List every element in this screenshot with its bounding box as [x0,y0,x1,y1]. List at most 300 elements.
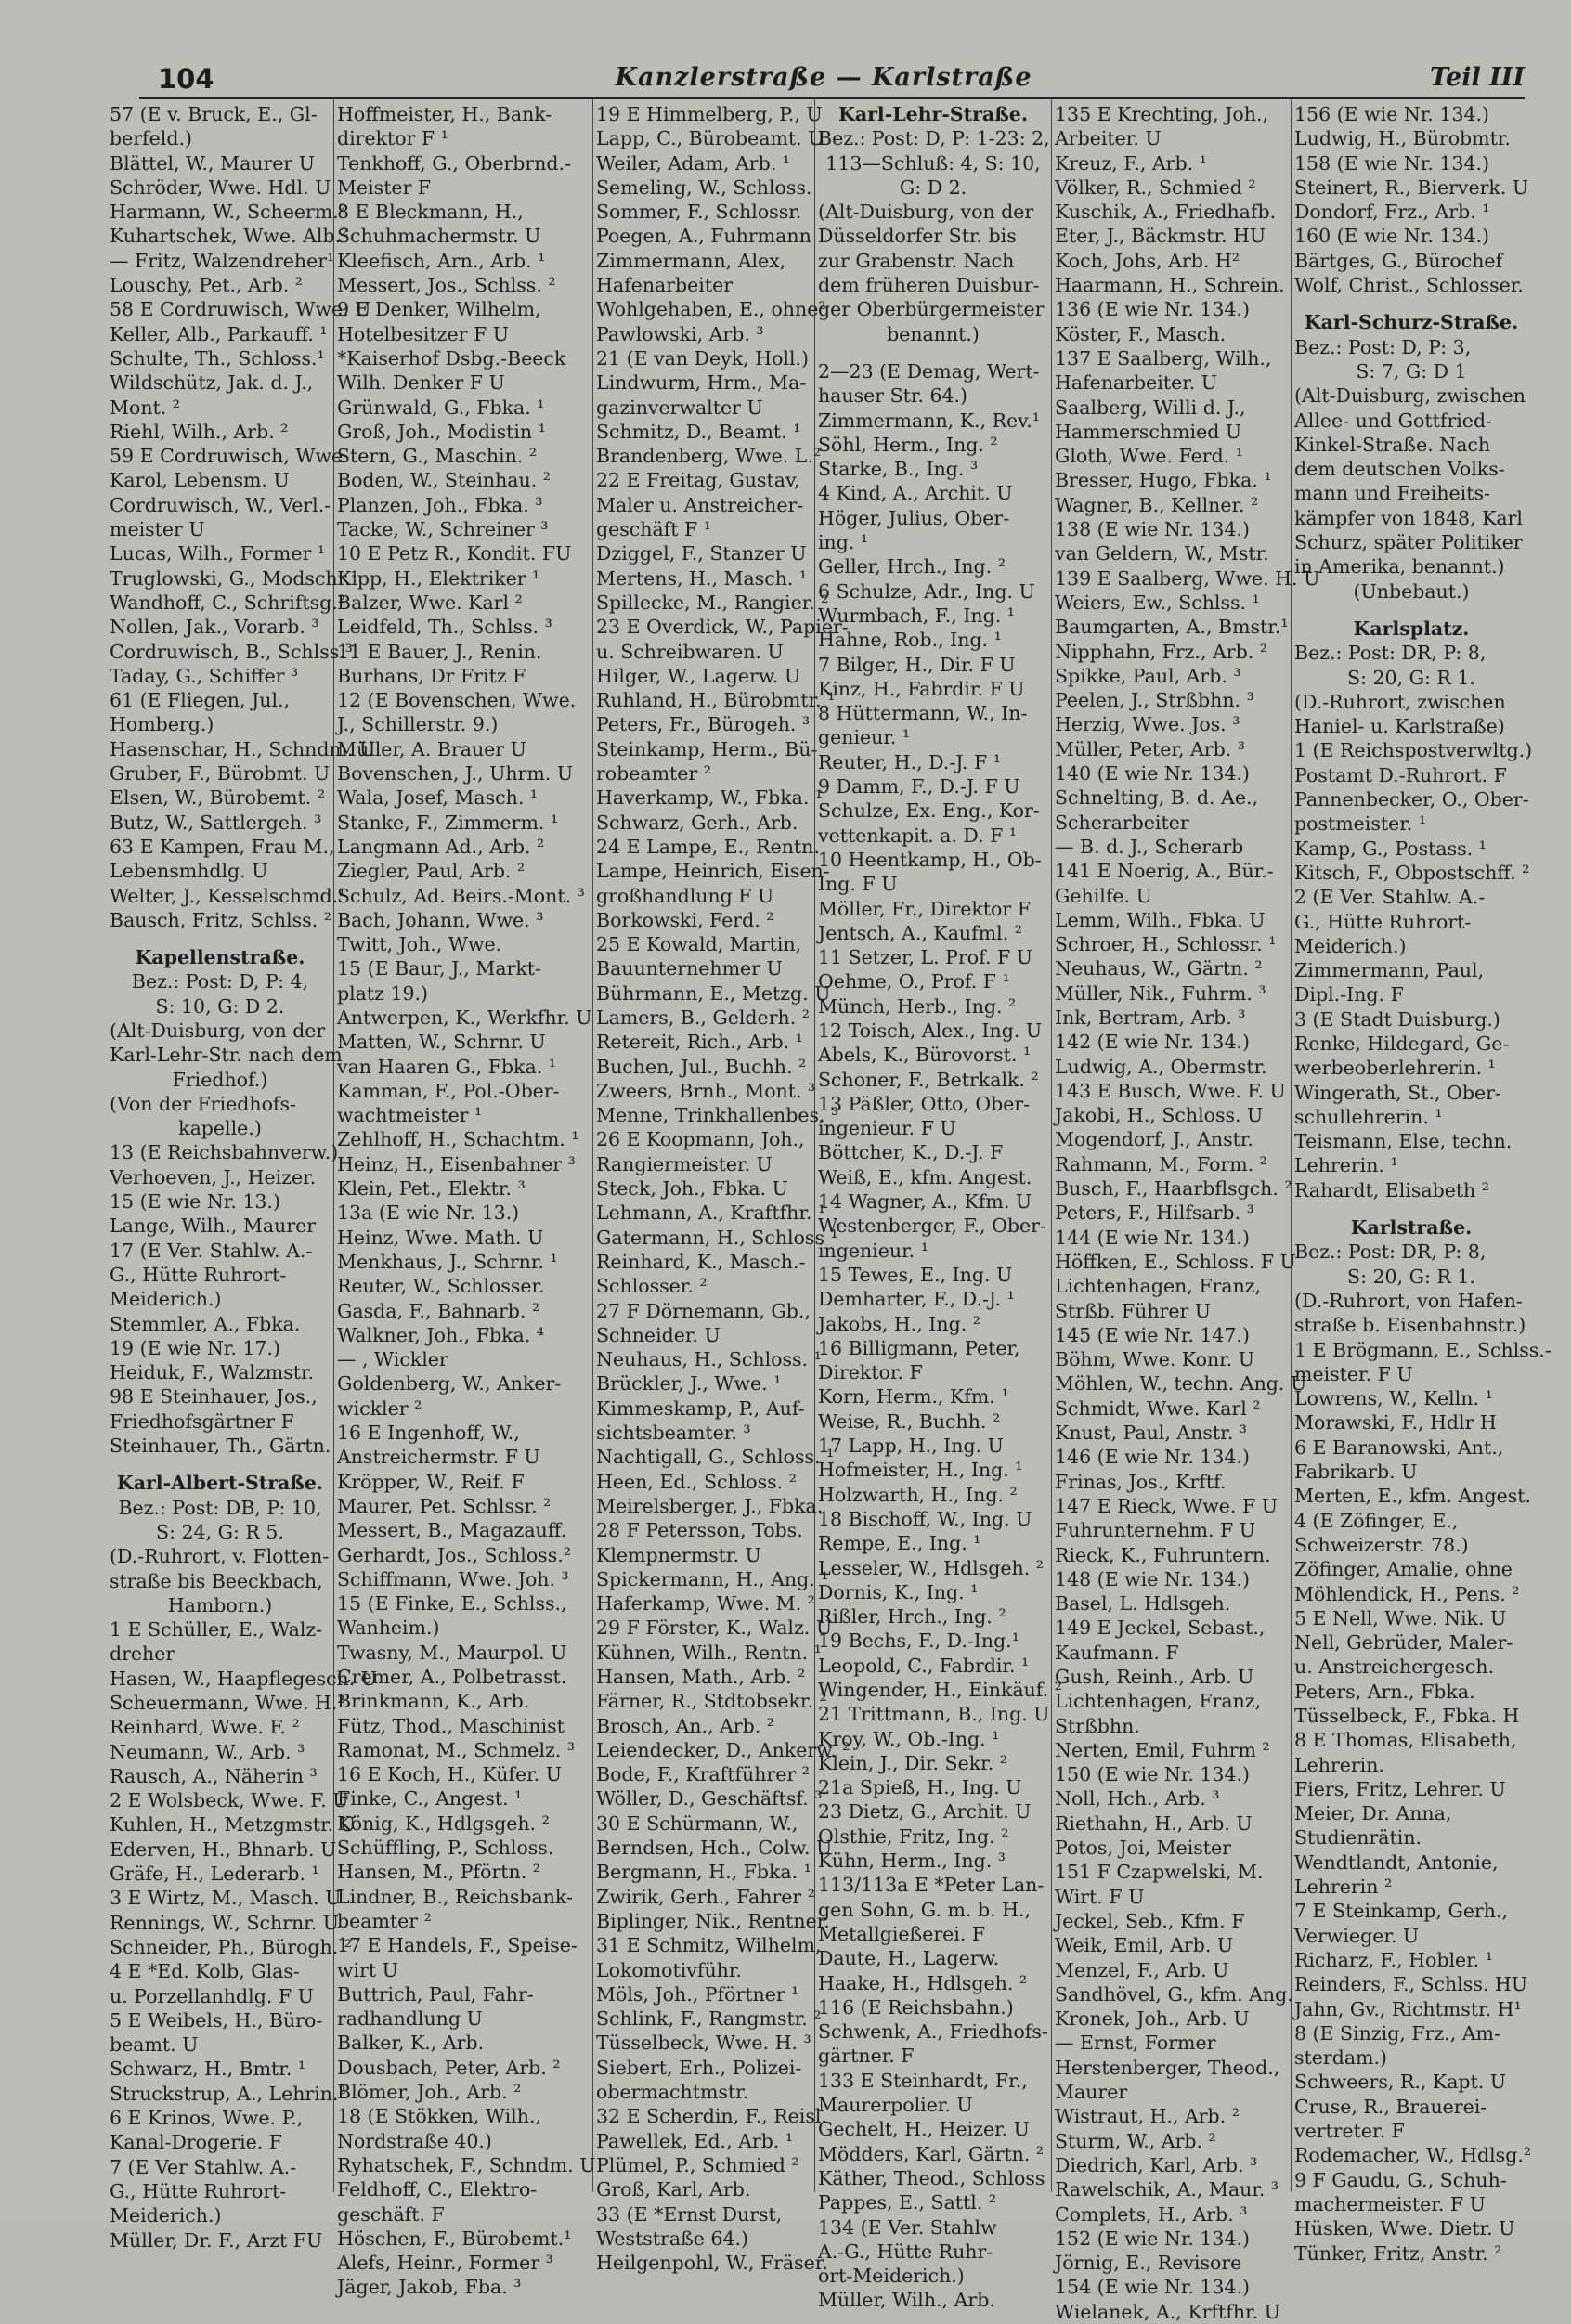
directory-entry: 9 F Gaudu, G., Schuh- [1294,2168,1507,2191]
directory-entry: Messert, Jos., Schlss. ² [337,274,556,297]
directory-entry: in Amerika, benannt.) [1294,555,1505,578]
directory-entry: Heiduk, F., Walzmstr. [110,1361,315,1384]
directory-entry: Blömer, Joh., Arb. ² [337,2081,522,2104]
directory-entry: Jakobi, H., Schloss. U [1055,1104,1264,1127]
directory-entry: Nachtigall, G., Schloss. ¹ [596,1446,835,1469]
directory-entry: Lesseler, W., Hdlsgeh. ² [818,1556,1045,1579]
street-heading: Karlsplatz. [1353,617,1470,640]
directory-entry: Arbeiter. U [1055,127,1162,150]
directory-entry: Bez.: Post: D, P: 4, [131,970,309,993]
directory-entry: Jahn, Gv., Richtmstr. H¹ [1294,1997,1522,2020]
directory-entry: Bergmann, H., Fbka. ¹ [596,1861,811,1884]
directory-entry: 59 E Cordruwisch, Wwe [110,445,344,468]
directory-entry: Strßb. Führer U [1055,1299,1212,1322]
directory-entry: Hotelbesitzer F U [337,322,509,345]
directory-entry: (Alt-Duisburg, von der [110,1019,326,1042]
directory-entry: 8 E Thomas, Elisabeth, [1294,1729,1517,1752]
directory-entry: Hansen, Math., Arb. ² [596,1666,806,1688]
directory-entry: Möls, Joh., Pförtner ¹ [596,1982,799,2006]
directory-entry: Cordruwisch, W., Verl.- [110,493,331,516]
directory-entry: Spickermann, H., Ang. ¹ [596,1567,829,1590]
directory-entry: Peters, Arn., Fbka. [1294,1680,1475,1703]
directory-entry: Müller, Wilh., Arb. [818,2289,995,2312]
directory-entry: 3 E Wirtz, M., Masch. U [110,1887,342,1910]
directory-entry: Lamers, B., Gelderh. ² [596,1006,810,1029]
directory-entry: Färner, R., Stdtobsekr. ² [596,1690,827,1713]
directory-entry: Daute, H., Lagerw. [818,1947,1000,1970]
directory-entry: Mödders, Karl, Gärtn. ² [818,2142,1045,2165]
directory-entry: Neumann, W., Arb. ³ [110,1740,305,1763]
directory-entry: 61 (E Fliegen, Jul., [110,689,291,712]
directory-entry: 113/113a E *Peter Lan- [818,1874,1045,1897]
directory-entry: Schurz, später Politiker [1294,531,1523,554]
directory-entry: 2—23 (E Demag, Wert- [818,359,1040,383]
directory-entry: Kuhlen, H., Metzgmstr. U [110,1813,356,1837]
directory-entry: Nell, Gebrüder, Maler- [1294,1631,1513,1655]
directory-entry: Friedhofsgärtner F [110,1409,294,1433]
directory-entry: Baumgarten, A., Bmstr.¹ [1055,616,1289,639]
directory-entry: 144 (E wie Nr. 134.) [1055,1226,1251,1249]
directory-entry: 8 E Bleckmann, H., [337,201,524,224]
directory-entry: 148 (E wie Nr. 134.) [1055,1567,1251,1590]
directory-entry: Harmann, W., Scheerm.² [110,201,346,224]
directory-entry: Hafenarbeiter [596,274,734,297]
directory-entry: Schneider, Ph., Bürogh. ² [110,1935,352,1958]
directory-entry: Weiß, E., kfm. Angest. [818,1165,1032,1188]
directory-entry: Meiderich.) [110,2204,222,2227]
directory-entry: 150 (E wie Nr. 134.) [1055,1763,1251,1786]
directory-entry: Merten, E., kfm. Angest. [1294,1485,1532,1508]
directory-entry: Schweizerstr. 78.) [1294,1533,1469,1556]
directory-entry: Weik, Emil, Arb. U [1055,1934,1234,1957]
directory-entry: Kröpper, W., Reif. F [337,1470,525,1493]
directory-entry: ingenieur. F U [818,1117,956,1140]
directory-entry: 147 E Rieck, Wwe. F U [1055,1494,1278,1517]
directory-entry: Verhoeven, J., Heizer. [110,1165,317,1188]
directory-entry: Höger, Julius, Ober- [818,506,1010,529]
directory-entry: Klein, Pet., Elektr. ³ [337,1177,526,1201]
directory-entry: Reuter, H., D.-J. F ¹ [818,750,1001,773]
directory-entry: 16 E Koch, H., Küfer. U [337,1763,562,1786]
directory-entry: Cremer, A., Polbetrasst. [337,1666,567,1688]
directory-entry: Busch, F., Haarbflsgch. ² [1055,1177,1292,1201]
directory-entry: — Ernst, Former [1055,2032,1216,2055]
directory-entry: Nordstraße 40.) [337,2129,492,2152]
directory-entry: Tenkhoff, G., Oberbrnd.- [337,151,571,175]
directory-entry: Bauunternehmer U [596,957,783,980]
directory-entry: sterdam.) [1294,2046,1387,2070]
directory-entry: Wingender, H., Einkäuf. ² [818,1679,1062,1701]
directory-entry: Düsseldorfer Str. bis [818,225,1017,248]
directory-entry: meister. F U [1294,1362,1413,1385]
directory-entry: schullehrerin. ¹ [1294,1105,1443,1128]
directory-entry: Wendtlandt, Antonie, [1294,1850,1499,1874]
directory-entry: Leidfeld, Th., Schlss. ³ [337,616,552,639]
directory-entry: Gush, Reinh., Arb. U [1055,1666,1254,1688]
directory-entry: Peters, Fr., Bürogeh. ³ [596,713,811,736]
directory-entry: Zimmermann, Alex, [596,249,786,272]
directory-entry: 29 F Förster, K., Walz. U [596,1616,833,1640]
directory-column-2 [337,102,596,2299]
directory-entry: 136 (E wie Nr. 134.) [1055,298,1251,321]
directory-entry: Dondorf, Frz., Arb. ¹ [1294,201,1490,224]
directory-entry: Müller, Dr. F., Arzt FU [110,2228,323,2252]
directory-entry: *Kaiserhof Dsbg.-Beeck [337,346,566,370]
directory-entry: Nollen, Jak., Vorarb. ³ [110,616,319,639]
street-heading: Kapellenstraße. [135,946,305,969]
directory-entry: Brandenberg, Wwe. L.² [596,445,822,468]
directory-entry: Sandhövel, G., kfm. Ang. [1055,1982,1293,2006]
directory-entry: Dornis, K., Ing. ¹ [818,1580,979,1603]
directory-entry: Wielanek, A., Krftfhr. U [1055,2300,1280,2323]
directory-entry: Hasen, W., Haapflegesch. U [110,1667,378,1690]
directory-entry: J., Schillerstr. 9.) [337,713,499,736]
directory-entry: Völker, R., Schmied ² [1055,175,1256,199]
directory-entry: Verwieger. U [1294,1924,1420,1947]
directory-entry: Schlink, F., Rangmstr. ² [596,2007,822,2031]
directory-entry: S: 24, G: R 5. [156,1520,284,1543]
directory-entry: Poegen, A., Fuhrmann [596,225,811,248]
directory-entry: 16 Billigmann, Peter, [818,1336,1020,1359]
directory-entry: Maurer, Pet. Schlssr. ² [337,1494,552,1517]
street-heading: Karl-Lehr-Straße. [838,103,1028,125]
directory-entry: G., Hütte Ruhrort- [110,1263,287,1286]
column-divider [814,98,815,2192]
directory-entry: Jörnig, E., Revisore [1055,2252,1242,2275]
directory-entry: (Unbebaut.) [1353,579,1470,603]
directory-entry: Reuter, W., Schlosser. [337,1275,545,1298]
directory-entry: Holzwarth, H., Ing. ² [818,1483,1018,1506]
directory-entry: 143 E Busch, Wwe. F. U [1055,1079,1286,1102]
directory-entry: Morawski, F., Hdlr H [1294,1411,1497,1435]
directory-entry: Goldenberg, W., Anker- [337,1372,562,1396]
directory-entry: Wingerath, St., Ober- [1294,1081,1501,1104]
directory-entry: Kuhartschek, Wwe. Alb.² [110,225,349,248]
directory-entry: Bärtges, G., Bürochef [1294,249,1503,272]
directory-entry: (D.-Ruhrort, von Hafen- [1294,1289,1523,1312]
column-divider [1051,98,1052,2192]
directory-entry: beamt. U [110,2033,199,2057]
directory-entry: Heinz, H., Eisenbahner ³ [337,1152,576,1175]
directory-entry: Bausch, Fritz, Schlss. ² [110,908,331,931]
directory-entry: Rahmann, M., Form. ² [1055,1152,1267,1175]
directory-entry: 149 E Jeckel, Sebast., [1055,1616,1266,1640]
directory-entry: 21a Spieß, H., Ing. U [818,1776,1022,1799]
directory-entry: Lehrerin. [1294,1753,1384,1776]
part-label: Teil III [1430,63,1525,92]
directory-entry: 156 (E wie Nr. 134.) [1294,103,1490,125]
directory-entry: obermachtmstr. [596,2081,749,2104]
directory-entry: Dipl.-Ing. F [1294,983,1404,1006]
directory-entry: 57 (E v. Bruck, E., Gl- [110,103,318,125]
directory-entry: Gloth, Wwe. Ferd. ¹ [1055,445,1243,468]
directory-entry: Geller, Hrch., Ing. ² [818,555,1006,578]
directory-entry: 141 E Noerig, A., Bür.- [1055,860,1274,883]
directory-entry: Tüsselbeck, F., Fbka. H [1294,1705,1520,1727]
directory-entry: Buchen, Jul., Buchh. ² [596,1055,807,1078]
directory-entry: 19 E Himmelberg, P., U [596,103,823,125]
directory-entry: Allee- und Gottfried- [1294,409,1492,432]
directory-entry: Herstenberger, Theod., [1055,2056,1280,2079]
directory-entry: Lindwurm, Hrm., Ma- [596,371,807,395]
directory-entry: Wistraut, H., Arb. ² [1055,2105,1240,2128]
section-gap [110,1458,331,1471]
directory-entry: Weise, R., Buchh. ² [818,1409,1001,1433]
directory-entry: G., Hütte Ruhrort- [1294,910,1472,933]
directory-entry: 21 Trittmann, B., Ing. U [818,1703,1050,1726]
directory-entry: Fabrikarb. U [1294,1461,1418,1484]
directory-entry: Reinhard, K., Masch.- [596,1250,806,1273]
directory-entry: Nerten, Emil, Fuhrm ² [1055,1738,1270,1761]
directory-entry: Blättel, W., Maurer U [110,151,316,175]
directory-entry: Direktor. F [818,1361,923,1384]
directory-entry: Bresser, Hugo, Fbka. ¹ [1055,469,1272,492]
directory-entry: Retereit, Rich., Arb. ¹ [596,1031,803,1054]
section-gap [818,346,1048,359]
directory-entry: Lapp, C., Bürobeamt. U [596,127,824,150]
directory-entry: 33 (E *Ernst Durst, [596,2202,783,2226]
directory-entry: postmeister. ¹ [1294,812,1427,836]
directory-entry: Kreuz, F., Arb. ¹ [1055,151,1207,175]
directory-entry: Hafenarbeiter. U [1055,371,1218,395]
directory-entry: Jeckel, Seb., Kfm. F [1055,1909,1245,1932]
directory-entry: Groß, Karl, Arb. [596,2178,751,2201]
street-heading: Karl-Schurz-Straße. [1304,311,1519,334]
directory-entry: Wala, Josef, Masch. ¹ [337,786,539,810]
directory-entry: Westenberger, F., Ober- [818,1214,1046,1238]
directory-entry: König, K., Hdlgsgeh. ² [337,1811,550,1835]
directory-entry: Sommer, F., Schlossr. [596,201,802,224]
directory-entry: Wohlgehaben, E., ohne² [596,298,826,321]
directory-entry: Möhlendick, H., Pens. ² [1294,1582,1520,1605]
directory-entry: Kitsch, F., Obpostschff. ² [1294,861,1530,884]
directory-entry: gärtner. F [818,2045,915,2068]
directory-entry: Herzig, Wwe. Jos. ³ [1055,713,1240,736]
directory-entry: 26 E Koopmann, Joh., [596,1128,805,1151]
directory-entry: Lehmann, A., Kraftfhr. ¹ [596,1201,826,1225]
directory-entry: Weiler, Adam, Arb. ¹ [596,151,790,175]
directory-entry: 6 E Krinos, Wwe. P., [110,2107,304,2130]
directory-entry: 63 E Kampen, Frau M., [110,835,335,858]
directory-entry: Neuhaus, W., Gärtn. ² [1055,957,1263,980]
directory-entry: 12 (E Bovenschen, Wwe. [337,689,577,712]
directory-entry: Jakobs, H., Ing. ² [818,1312,980,1335]
directory-entry: Haferkamp, Wwe. M. ² [596,1592,815,1616]
directory-entry: 17 E Handels, F., Speise- [337,1934,578,1957]
street-heading: Karlstraße. [1350,1216,1473,1240]
directory-entry: S: 20, G: R 1. [1347,666,1475,689]
directory-entry: 145 (E wie Nr. 147.) [1055,1323,1251,1346]
directory-entry: Spikke, Paul, Arb. ³ [1055,664,1241,687]
directory-entry: Buttrich, Paul, Fahr- [337,1982,534,2006]
directory-entry: 2 E Wolsbeck, Wwe. F. U [110,1789,349,1812]
directory-entry: Kleefisch, Arn., Arb. ¹ [337,249,546,272]
directory-entry: Mertens, H., Masch. ¹ [596,566,808,590]
directory-entry: Schmitz, D., Beamt. ¹ [596,420,801,443]
directory-entry: Twasny, M., Maurpol. U [337,1641,567,1664]
directory-entry: Scherarbeiter [1055,811,1189,834]
directory-entry: ing. ¹ [818,531,869,554]
directory-entry: Riehl, Wilh., Arb. ² [110,420,289,443]
directory-entry: Rahardt, Elisabeth ² [1294,1178,1489,1201]
directory-entry: Brosch, An., Arb. ² [596,1714,774,1737]
directory-entry: Weiers, Ew., Schlss. ¹ [1055,591,1260,614]
directory-entry: mann und Freiheits- [1294,482,1490,505]
directory-entry: Schüffling, P., Schloss. [337,1837,554,1860]
directory-entry: Abels, K., Bürovorst. ¹ [818,1044,1032,1067]
directory-entry: Tünker, Fritz, Anstr. ² [1294,2241,1502,2265]
directory-entry: 18 Bischoff, W., Ing. U [818,1507,1032,1530]
directory-entry: Koch, Johs, Arb. H² [1055,249,1240,272]
directory-entry: 25 E Kowald, Martin, [596,933,802,956]
directory-entry: 142 (E wie Nr. 134.) [1055,1031,1251,1054]
directory-entry: Schnelting, B. d. Ae., [1055,786,1258,810]
directory-entry: Gasda, F., Bahnarb. ² [337,1299,540,1322]
directory-entry: Menzel, F., Arb. U [1055,1958,1229,1981]
directory-entry: Kipp, H., Elektriker ¹ [337,566,540,590]
directory-entry: 5 E Weibels, H., Büro- [110,2008,323,2032]
directory-entry: Böhm, Wwe. Konr. U [1055,1348,1255,1371]
directory-entry: Rangiermeister. U [596,1152,773,1175]
directory-entry: Riethahn, H., Arb. U [1055,1811,1253,1835]
directory-entry: straße b. Eisenbahnstr.) [1294,1314,1526,1337]
directory-entry: kapelle.) [178,1117,262,1140]
directory-entry: Oehme, O., Prof. F ¹ [818,970,1010,993]
directory-entry: Truglowski, G., Modschr.¹ [110,566,358,590]
directory-entry: 30 E Schürmann, W., [596,1811,798,1835]
directory-entry: Wanheim.) [337,1616,440,1640]
directory-entry: Söhl, Herm., Ing. ² [818,433,998,456]
directory-entry: van Haaren G., Fbka. ¹ [337,1055,556,1078]
directory-entry: Burhans, Dr Fritz F [337,664,526,687]
directory-entry: Kronek, Joh., Arb. U [1055,2007,1250,2031]
directory-entry: 7 E Steinkamp, Gerh., [1294,1900,1508,1923]
directory-entry: Keller, Alb., Parkauff. ¹ [110,322,328,345]
directory-entry: Schulte, Th., Schloss.¹ [110,346,325,370]
directory-entry: Hilger, W., Lagerw. U [596,664,801,687]
directory-entry: Cordruwisch, B., Schlss.³ [110,640,353,663]
directory-entry: Karol, Lebensm. U [110,469,290,492]
directory-entry: Hahne, Rob., Ing. ¹ [818,629,1002,652]
directory-entry: A.-G., Hütte Ruhr- [818,2240,993,2263]
directory-entry: Gräfe, H., Lederarb. ¹ [110,1863,319,1886]
directory-entry: Lehrerin ² [1294,1876,1393,1899]
directory-entry: 160 (E wie Nr. 134.) [1294,225,1490,248]
directory-entry: Schröder, Wwe. Hdl. U [110,175,331,199]
directory-entry: zur Grabenstr. Nach [818,249,1015,272]
directory-entry: benannt.) [887,322,980,345]
directory-entry: Richarz, F., Hobler. ¹ [1294,1948,1493,1971]
directory-entry: 1 E Brögmann, E., Schlss.- [1294,1338,1552,1361]
directory-entry: Bez.: Post: DB, P: 10, [118,1496,322,1519]
directory-entry: Potos, Joi, Meister [1055,1837,1231,1860]
directory-entry: u. Schreibwaren. U [596,640,784,663]
directory-entry: 8 (E Sinzig, Frz., Am- [1294,2021,1500,2045]
directory-entry: meister U [110,518,205,541]
directory-entry: Schweers, R., Kapt. U [1294,2071,1507,2094]
directory-entry: Wandhoff, C., Schriftsg.² [110,591,346,614]
directory-entry: Fütz, Thod., Maschinist [337,1714,565,1737]
directory-entry: Rausch, A., Näherin ³ [110,1764,318,1787]
directory-entry: Bez.: Post: DR, P: 8, [1294,1240,1487,1264]
directory-entry: Rieck, K., Fuhruntern. [1055,1543,1271,1566]
directory-entry: 7 (E Ver Stahlw. A.- [110,2155,297,2178]
directory-entry: Hoffmeister, H., Bank- [337,103,552,125]
directory-entry: (Alt-Duisburg, von der [818,201,1034,224]
directory-entry: Biplinger, Nik., Rentner. [596,1909,830,1932]
directory-entry: Scheuermann, Wwe. H.² [110,1692,345,1714]
directory-entry: Zwirik, Gerh., Fahrer ² [596,1885,815,1908]
directory-entry: Walkner, Joh., Fbka. ⁴ [337,1323,544,1346]
directory-entry: Twitt, Joh., Wwe. [337,933,502,956]
directory-entry: Semeling, W., Schloss. [596,175,812,199]
directory-entry: Grünwald, G., Fbka. ¹ [337,396,545,419]
directory-entry: Schmidt, Wwe. Karl ² [1055,1396,1261,1420]
directory-entry: 15 (E Baur, J., Markt- [337,957,541,980]
directory-entry: Steinert, R., Bierverk. U [1294,175,1529,199]
directory-entry: Mont. ² [110,396,181,419]
directory-entry: Rennings, W., Schrnr. U [110,1911,340,1934]
directory-entry: Groß, Joh., Modistin ¹ [337,420,546,443]
directory-entry: Gechelt, H., Heizer. U [818,2118,1030,2141]
directory-entry: 23 Dietz, G., Archit. U [818,1800,1032,1824]
directory-entry: Olsthie, Fritz, Ing. ² [818,1824,1009,1848]
directory-entry: Finke, C., Angest. ¹ [337,1787,523,1811]
directory-entry: (Alt-Duisburg, zwischen [1294,384,1526,408]
directory-entry: Meiderich.) [1294,934,1407,957]
directory-entry: Kühnen, Wilh., Rentn. ¹ [596,1641,822,1664]
directory-entry: Rodemacher, W., Hdlsg.² [1294,2144,1532,2167]
directory-entry: Gerhardt, Jos., Schloss.² [337,1543,571,1566]
directory-entry: Berndsen, Hch., Colw. U [596,1837,833,1860]
directory-entry: Borkowski, Ferd. ² [596,908,774,931]
directory-entry: Rempe, E., Ing. ¹ [818,1532,981,1555]
directory-entry: beamter ² [337,1909,432,1932]
directory-entry: Wilh. Denker F U [337,371,505,395]
directory-entry: 11 Setzer, L. Prof. F U [818,946,1033,969]
directory-entry: Anstreichermstr. F U [337,1446,540,1469]
directory-entry: Kuschik, A., Friedhafb. [1055,201,1277,224]
directory-entry: 4 E *Ed. Kolb, Glas- [110,1960,300,1983]
directory-entry: Haake, H., Hdlsgeh. ² [818,1971,1028,1994]
directory-entry: Balzer, Wwe. Karl ² [337,591,523,614]
directory-entry: Stern, G., Maschin. ² [337,445,538,468]
directory-entry: S: 20, G: R 1. [1347,1265,1475,1288]
directory-entry: Leiendecker, D., Ankerw. ² [596,1738,850,1761]
directory-entry: 146 (E wie Nr. 134.) [1055,1446,1251,1469]
directory-entry: werbeoberlehrerin. ¹ [1294,1057,1496,1080]
directory-entry: 15 (E Finke, E., Schlss., [337,1592,567,1616]
directory-entry: Alefs, Heinr., Former ³ [337,2252,553,2275]
directory-entry: Wagner, B., Kellner. ² [1055,493,1259,516]
directory-entry: Noll, Hch., Arb. ³ [1055,1787,1220,1811]
directory-entry: Schoner, F., Betrkalk. ² [818,1068,1039,1091]
directory-entry: Starke, B., Ing. ³ [818,458,979,481]
directory-entry: — , Wickler [337,1348,448,1371]
directory-entry: Käther, Theod., Schloss [818,2166,1045,2189]
directory-entry: Struckstrup, A., Lehrin.² [110,2082,346,2105]
directory-entry: wirt U [337,1958,398,1981]
directory-entry: Kamman, F., Pol.-Ober- [337,1079,560,1102]
directory-entry: straße bis Beeckbach, [110,1569,323,1592]
directory-entry: Knust, Paul, Anstr. ³ [1055,1422,1247,1445]
directory-entry: Klempnermstr. U [596,1543,761,1566]
directory-entry: Steinkamp, Herm., Bü- [596,737,818,760]
directory-entry: Lemm, Wilh., Fbka. U [1055,908,1266,931]
directory-entry: Kaufmann. F [1055,1641,1179,1664]
directory-entry: Schulze, Ex. Eng., Kor- [818,799,1040,823]
directory-entry: 5 E Nell, Wwe. Nik. U [1294,1606,1507,1629]
